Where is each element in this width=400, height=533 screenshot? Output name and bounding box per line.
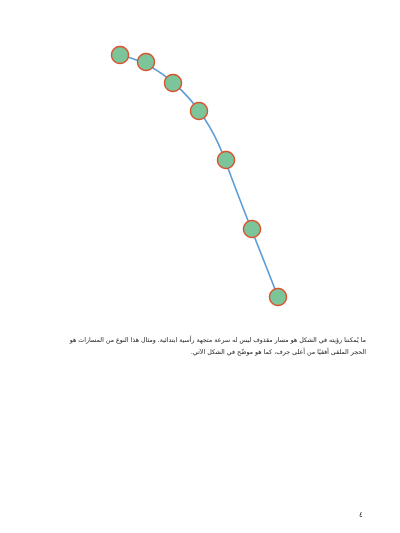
page-number: ٤	[359, 511, 363, 519]
trajectory-point	[165, 75, 182, 92]
trajectory-points	[112, 47, 287, 306]
paragraph-line-1: ما يُمكننا رؤيته في الشكل هو مسار مقذوف ليس له سرعة متجهة رأسية ابتدائية. ومثال هذا النوع من المسارات هو	[69, 337, 366, 344]
trajectory-point	[138, 54, 155, 71]
trajectory-curve	[120, 55, 278, 297]
trajectory-point	[270, 289, 287, 306]
body-paragraph	[40, 335, 366, 359]
paragraph-line-2: الحجر الملقى أفقيًا من أعلى جرف، كما هو موضّح في الشكل الآتي.	[190, 349, 366, 356]
trajectory-point	[191, 103, 208, 120]
trajectory-point	[244, 221, 261, 238]
trajectory-point	[218, 152, 235, 169]
trajectory-point	[112, 47, 129, 64]
